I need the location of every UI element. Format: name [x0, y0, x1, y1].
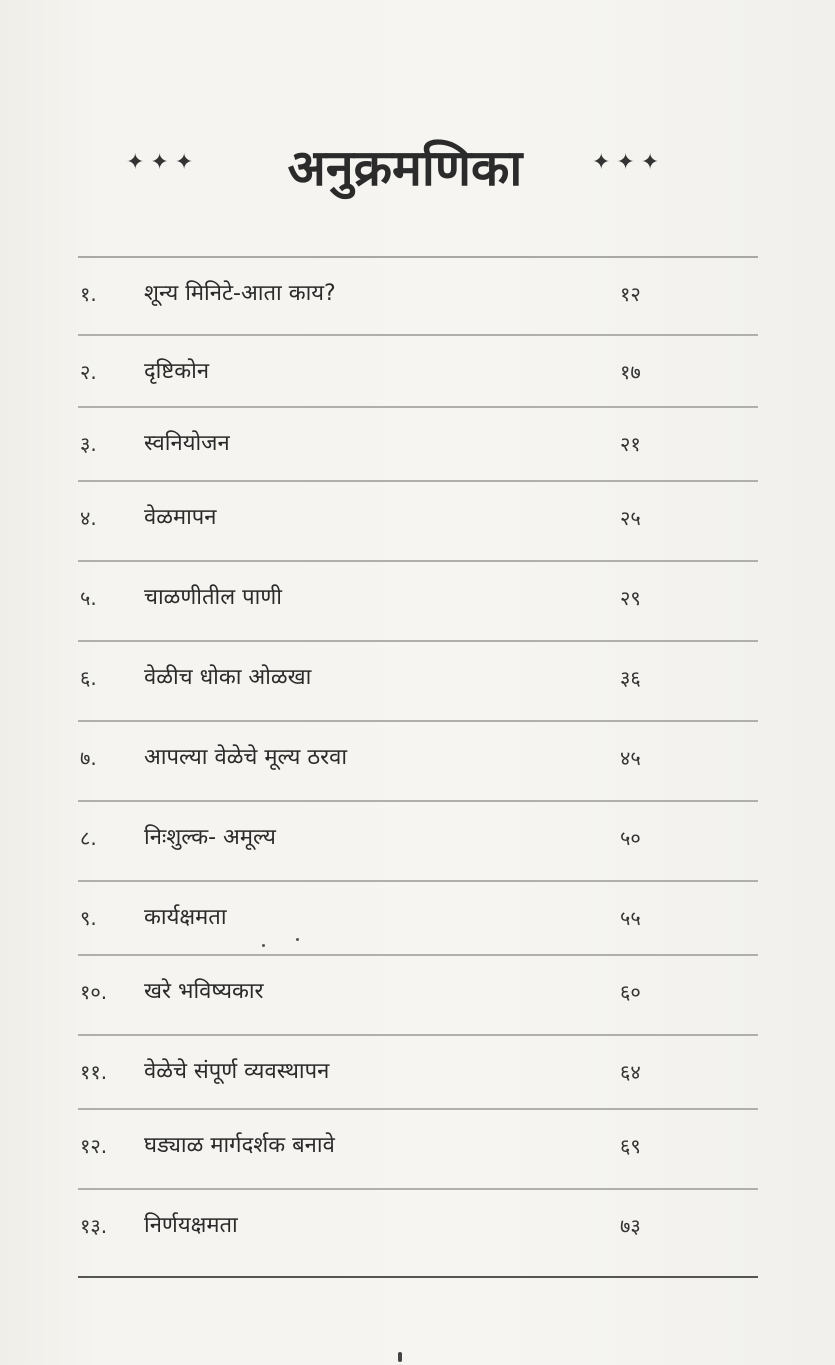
toc-entry-page-number: २५	[620, 506, 641, 530]
toc-entry-number: १०.	[80, 980, 108, 1004]
toc-entry-number: ९.	[80, 906, 97, 930]
toc-entry	[78, 722, 758, 802]
toc-entry	[78, 562, 758, 642]
toc-entry-title: दृष्टिकोन	[144, 359, 210, 384]
toc-entry-number: ४.	[80, 506, 97, 530]
toc-entry-page-number: ३६	[620, 666, 641, 690]
toc-entry	[78, 1036, 758, 1110]
toc-entry-title: स्वनियोजन	[144, 431, 230, 456]
toc-entry-title: वेळेचे संपूर्ण व्यवस्थापन	[144, 1059, 330, 1084]
toc-entry-number: ७.	[80, 746, 97, 770]
toc-entry	[78, 882, 758, 956]
toc-entry	[78, 1110, 758, 1190]
toc-entry-page-number: २१	[620, 432, 641, 456]
toc-entry-title: निर्णयक्षमता	[144, 1213, 238, 1238]
toc-entry-title: चाळणीतील पाणी	[144, 585, 282, 610]
toc-entry	[78, 408, 758, 482]
toc-entry-number: १३.	[80, 1214, 108, 1238]
toc-entry-page-number: ६०	[620, 980, 641, 1004]
toc-entry-title: शून्य मिनिटे-आता काय?	[144, 281, 336, 306]
toc-header	[0, 128, 835, 218]
toc-rows	[78, 258, 758, 1278]
page-mark	[398, 1352, 402, 1362]
toc-entry-title: वेळीच धोका ओळखा	[144, 665, 312, 690]
right-ornament-icon: ✦✦✦	[592, 150, 666, 175]
ink-speck	[296, 938, 299, 941]
toc-entry	[78, 1190, 758, 1278]
toc-entry-number: ११.	[80, 1060, 108, 1084]
toc-entry-title: खरे भविष्यकार	[144, 979, 264, 1004]
page-title: अनुक्रमणिका	[287, 139, 523, 197]
toc-entry	[78, 642, 758, 722]
toc-entry-number: ५.	[80, 586, 97, 610]
left-ornament-icon: ✦✦✦	[126, 150, 200, 175]
toc-entry	[78, 258, 758, 336]
toc-entry	[78, 482, 758, 562]
toc-entry	[78, 956, 758, 1036]
toc-entry-number: १.	[80, 282, 97, 306]
toc-entry-title: वेळमापन	[144, 505, 217, 530]
toc-entry-page-number: ५५	[620, 906, 641, 930]
toc-entry	[78, 336, 758, 408]
toc-entry-page-number: ६४	[620, 1060, 641, 1084]
toc-entry-number: १२.	[80, 1134, 108, 1158]
ink-speck	[262, 944, 265, 947]
toc-entry	[78, 802, 758, 882]
toc-entry-title: कार्यक्षमता	[144, 905, 227, 930]
toc-entry-title: निःशुल्क- अमूल्य	[144, 825, 276, 850]
toc-entry-page-number: ५०	[620, 826, 641, 850]
toc-entry-number: २.	[80, 360, 97, 384]
toc-entry-page-number: ७३	[620, 1214, 641, 1238]
toc-entry-title: घड्याळ मार्गदर्शक बनावे	[144, 1133, 335, 1158]
toc-entry-number: ३.	[80, 432, 97, 456]
toc-entry-page-number: १७	[620, 360, 641, 384]
table-of-contents	[78, 256, 758, 1278]
toc-entry-page-number: ४५	[620, 746, 641, 770]
toc-entry-number: ८.	[80, 826, 97, 850]
toc-entry-page-number: १२	[620, 282, 641, 306]
toc-entry-page-number: ६९	[620, 1134, 641, 1158]
toc-entry-page-number: २९	[620, 586, 641, 610]
toc-entry-title: आपल्या वेळेचे मूल्य ठरवा	[144, 745, 348, 770]
toc-entry-number: ६.	[80, 666, 97, 690]
